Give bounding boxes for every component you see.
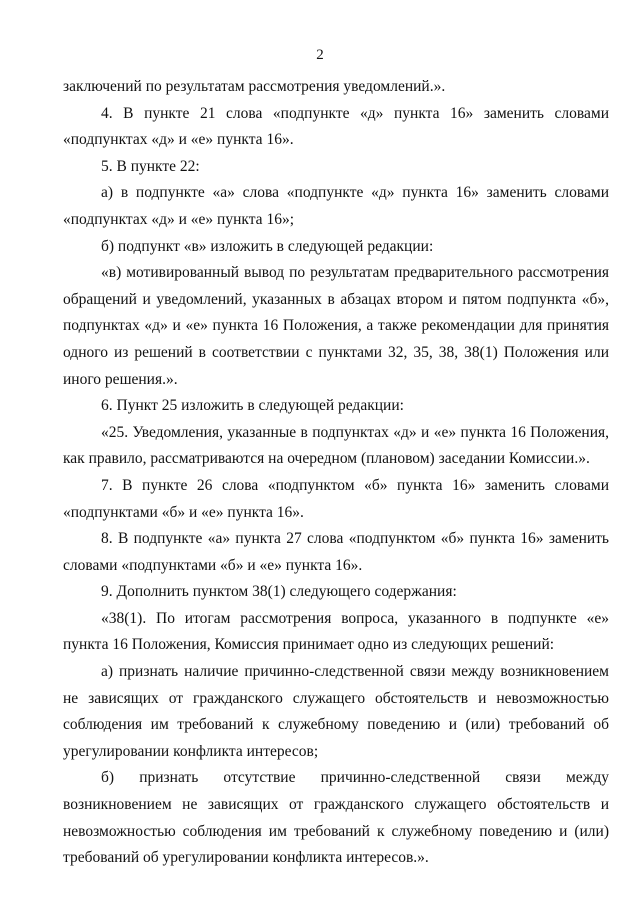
- page-number: 2: [316, 47, 324, 63]
- paragraph-item-6: 6. Пункт 25 изложить в следующей редакции:: [101, 397, 404, 415]
- document-body: [63, 74, 609, 872]
- paragraph-item-5b: б) подпункт «в» изложить в следующей редакции:: [101, 237, 434, 255]
- paragraph-item-9a: а) признать наличие причинно-следственной связи между возникновением не зависящих от гражданского служащего обстоятельств и невозможностью соблюдения им требований к служебному поведению и (или) требований об урегулировании конфликта интересов;: [63, 663, 609, 760]
- paragraph-item-9b: б) признать отсутствие причинно-следственной связи между возникновением не зависящих от гражданского служащего обстоятельств и невозможностью соблюдения им требований к служебному поведению и (или) требований об урегулировании конфликта интересов.».: [63, 769, 609, 867]
- paragraph-item-5a: а) в подпункте «а» слова «подпункте «д» пункта 16» заменить словами «подпунктах «д» и «е» пункта 16»;: [63, 184, 609, 228]
- paragraph-item-5b-text: «в) мотивированный вывод по результатам предварительного рассмотрения обращений и уведомлений, указанных в абзацах втором и пятом подпункта «б», подпунктах «д» и «е» пункта 16 Положения, а также рекомендации для принятия одного из решений в соответствии с пунктами 32, 35, 38, 38(1) Положения или иного решения.».: [63, 264, 609, 388]
- paragraph-item-7: 7. В пункте 26 слова «подпунктом «б» пункта 16» заменить словами «подпунктами «б» и «е» пункта 16».: [63, 476, 609, 521]
- paragraph-continuation: заключений по результатам рассмотрения уведомлений.».: [63, 78, 446, 95]
- paragraph-item-9: 9. Дополнить пунктом 38(1) следующего содержания:: [101, 583, 457, 601]
- paragraph-item-8: 8. В подпункте «а» пункта 27 слова «подпунктом «б» пункта 16» заменить словами «подпунктами «б» и «е» пункта 16».: [63, 530, 609, 574]
- paragraph-item-6-text: «25. Уведомления, указанные в подпунктах «д» и «е» пункта 16 Положения, как правило, рассматриваются на очередном (плановом) заседании Комиссии.».: [63, 423, 609, 468]
- paragraph-item-4: 4. В пункте 21 слова «подпункте «д» пункта 16» заменить словами «подпунктах «д» и «е» пункта 16».: [63, 104, 609, 149]
- paragraph-item-5: 5. В пункте 22:: [101, 157, 200, 175]
- paragraph-item-9-text: «38(1). По итогам рассмотрения вопроса, указанного в подпункте «е» пункта 16 Положения, Комиссия принимает одно из следующих решений:: [63, 609, 609, 654]
